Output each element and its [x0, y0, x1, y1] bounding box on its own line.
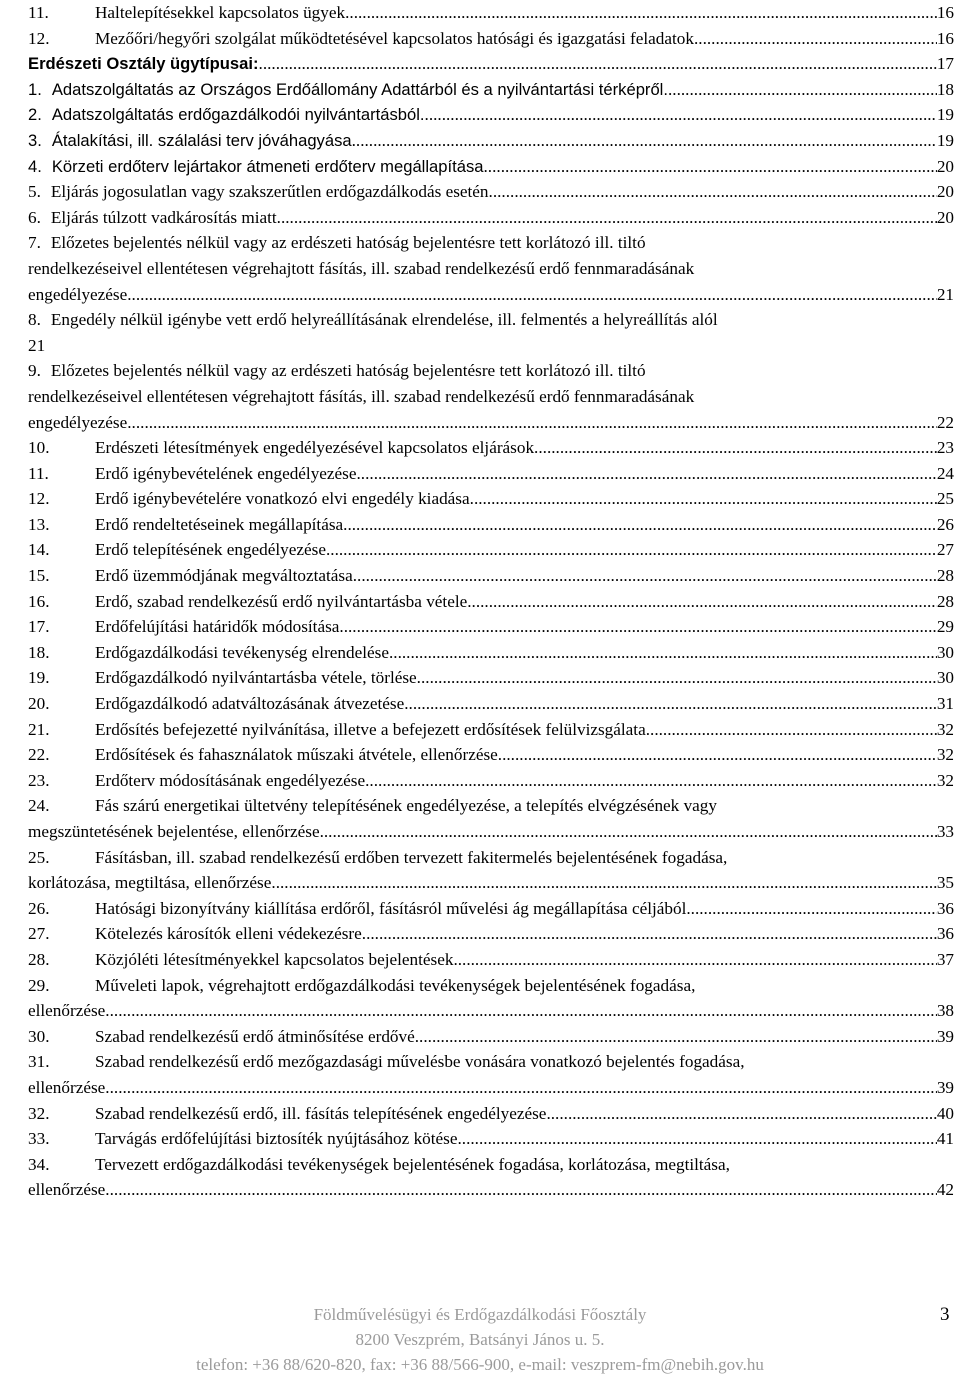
toc-page-number: 19: [936, 130, 954, 150]
toc-entry: [28, 921, 954, 947]
toc-heading-text: Erdészeti Osztály ügytípusai:: [28, 54, 259, 74]
toc-entry-title: Erdő telepítésének engedélyezése: [95, 540, 326, 560]
toc-page-number: 32: [936, 770, 954, 790]
toc-page-number: 24: [936, 463, 954, 483]
toc-entry: [28, 154, 954, 180]
toc-page-number: 42: [936, 1180, 954, 1200]
toc-entry: [28, 26, 954, 52]
toc-entry-number: 25.: [28, 847, 50, 867]
toc-leader-dots: [271, 870, 936, 896]
toc-leader-dots: [353, 563, 937, 589]
toc-leader-dots: [352, 128, 937, 154]
toc-entry: [28, 486, 954, 512]
toc-entry-title: Körzeti erdőterv lejártakor átmeneti erdőterv megállapítása: [51, 156, 484, 176]
toc-entry-title: Erdőgazdálkodási tevékenység elrendelése: [95, 642, 389, 662]
toc-leader-dots: [105, 1177, 937, 1203]
toc-entry-number: 11.: [28, 463, 49, 483]
toc-entry: [28, 563, 954, 589]
toc-page-number: 17: [936, 54, 954, 74]
page-number: 3: [940, 1304, 950, 1325]
toc-entry-number: 27.: [28, 924, 50, 944]
toc-entry-title: Erdő, szabad rendelkezésű erdő nyilvántartásba vétele: [95, 591, 468, 611]
toc-entry: [28, 896, 954, 922]
toc-entry: [28, 1049, 954, 1100]
toc-entry-number: 28.: [28, 949, 50, 969]
toc-entry-title: Erdőterv módosításának engedélyezése: [95, 770, 366, 790]
toc-entry-number: 11.: [28, 3, 49, 22]
toc-entry-line: [28, 870, 954, 896]
toc-entry-title: Erdő igénybevételének engedélyezése: [95, 463, 357, 483]
toc-entry: [28, 0, 954, 26]
toc-page-number: 16: [936, 3, 954, 22]
toc-leader-dots: [365, 768, 937, 794]
toc-entry-line: [28, 26, 954, 52]
toc-leader-dots: [343, 512, 937, 538]
toc-entry-title-end: ellenőrzése: [28, 1077, 106, 1097]
toc-leader-dots: [357, 461, 937, 487]
toc-entry-title: Szabad rendelkezésű erdő, ill. fásítás telepítésének engedélyezése: [95, 1103, 547, 1123]
toc-page-number: 30: [936, 642, 954, 662]
toc-entry-line: [28, 1152, 954, 1178]
toc-entry-title: Adatszolgáltatás erdőgazdálkodói nyilvántartásból.: [51, 105, 425, 125]
toc-entry-line: [28, 537, 954, 563]
toc-entry-line: [28, 205, 954, 231]
footer-department: Földművelésügyi és Erdőgazdálkodási Főosztály: [313, 1305, 647, 1324]
toc-page-number: 35: [936, 873, 954, 893]
toc-entry-number: 1.: [28, 79, 42, 99]
toc-page-number: 22: [936, 412, 954, 432]
toc-entry-line: [28, 665, 954, 691]
toc-page-number: 28: [936, 566, 954, 586]
toc-entry-title-end: engedélyezése: [28, 284, 128, 304]
toc-entry-line: [28, 1177, 954, 1203]
toc-entry: [28, 1126, 954, 1152]
toc-entry-line: [28, 1024, 954, 1050]
toc-leader-dots: [127, 410, 937, 436]
toc-leader-dots: [489, 179, 937, 205]
toc-entry: [28, 128, 954, 154]
toc-entry-number: 32.: [28, 1103, 50, 1123]
toc-entry: [28, 640, 954, 666]
toc-leader-dots: [534, 435, 937, 461]
toc-page-number: 33: [936, 822, 954, 841]
toc-entry-line: [28, 819, 954, 845]
toc-entry-line: [28, 1101, 954, 1127]
toc-entry-line: [28, 230, 954, 256]
toc-entry-line: [28, 947, 954, 973]
toc-entry-line: [28, 512, 954, 538]
toc-entry-line: [28, 614, 954, 640]
toc-entry: [28, 589, 954, 615]
toc-entry-number: 22.: [28, 745, 50, 765]
toc-entry-line: [28, 717, 954, 743]
toc-leader-dots: [105, 1075, 937, 1101]
footer-contact: telefon: +36 88/620-820, fax: +36 88/566-900, e-mail: veszprem-fm@nebih.gov.hu: [196, 1355, 764, 1374]
toc-entry-line: [28, 77, 954, 103]
toc-entry-continuation: rendelkezéseivel ellentétesen végrehajtott fásítás, ill. szabad rendelkezésű erdő fennmaradásának: [28, 386, 695, 406]
toc-entry: [28, 717, 954, 743]
toc-entry-title: Kötelezés károsítók elleni védekezésre: [95, 924, 362, 944]
toc-entry-line: [28, 358, 954, 384]
toc-entry-title-end: ellenőrzése: [28, 1180, 106, 1200]
toc-entry-title: Szabad rendelkezésű erdő átminősítése erdővé: [95, 1026, 415, 1046]
toc-entry-continuation: 21: [28, 335, 46, 355]
toc-leader-dots: [421, 665, 937, 691]
toc-entry: [28, 1152, 954, 1203]
toc-entry-number: 12.: [28, 28, 50, 48]
toc-entry-title: Adatszolgáltatás az Országos Erdőállomány Adattárból és a nyilvántartási térképről.: [51, 79, 668, 99]
toc-entry-number: 21.: [28, 719, 50, 739]
toc-entry-line: [28, 691, 954, 717]
toc-entry: [28, 793, 954, 844]
toc-page-number: 20: [936, 156, 954, 176]
page-footer: [0, 1302, 960, 1377]
toc-entry: [28, 973, 954, 1024]
toc-entry: [28, 461, 954, 487]
toc-entry-title: Erdő igénybevételére vonatkozó elvi engedély kiadása: [95, 489, 470, 509]
toc-entry-number: 9.: [28, 361, 41, 381]
toc-entry: [28, 307, 954, 358]
toc-leader-dots: [404, 691, 937, 717]
toc-entry-number: 8.: [28, 310, 41, 330]
toc-entry-title: Fásításban, ill. szabad rendelkezésű erdőben tervezett fakitermelés bejelentésének fogadása,: [95, 847, 728, 867]
toc-entry-title: Erdő üzemmódjának megváltoztatása: [95, 566, 353, 586]
toc-leader-dots: [457, 1126, 936, 1152]
toc-page-number: 29: [936, 617, 954, 637]
toc-entry-number: 6.: [28, 207, 41, 227]
toc-entry-number: 16.: [28, 591, 50, 611]
toc-leader-dots: [339, 614, 936, 640]
toc-page-number: 41: [936, 1129, 954, 1149]
toc-page-number: 36: [936, 924, 954, 944]
toc-entry-line: [28, 435, 954, 461]
toc-entry-title: Erdősítések és fahasználatok műszaki átvétele, ellenőrzése.: [95, 745, 503, 765]
toc-entry-line: [28, 410, 954, 436]
toc-entry-title: Közjóléti létesítményekkel kapcsolatos bejelentések: [95, 949, 454, 969]
toc-entry: [28, 102, 954, 128]
toc-leader-dots: [105, 998, 937, 1024]
toc-entry: [28, 691, 954, 717]
toc-leader-dots: [277, 205, 937, 231]
toc-section-heading: [28, 51, 954, 77]
toc-entry-continuation: rendelkezéseivel ellentétesen végrehajtott fásítás, ill. szabad rendelkezésű erdő fennmaradásának: [28, 258, 695, 278]
toc-entry-number: 29.: [28, 975, 50, 995]
toc-page-number: 20: [936, 207, 954, 227]
toc-page-number: 21: [936, 284, 954, 304]
toc-leader-dots: [686, 896, 936, 922]
toc-entry-title: Eljárás túlzott vadkárosítás miatt: [50, 207, 277, 227]
toc-entry: [28, 537, 954, 563]
toc-leader-dots: [259, 51, 937, 77]
toc-entry-title-end: ellenőrzése: [28, 1001, 106, 1021]
toc-page-number: 32: [936, 745, 954, 765]
toc-page-number: 20: [936, 182, 954, 202]
toc-page-number: 40: [936, 1103, 954, 1123]
table-of-contents: [28, 0, 954, 1203]
toc-entry-number: 13.: [28, 514, 50, 534]
toc-leader-dots: [326, 537, 937, 563]
toc-leader-dots: [362, 921, 937, 947]
toc-entry-number: 30.: [28, 1026, 50, 1046]
toc-entry-title: Műveleti lapok, végrehajtott erdőgazdálkodási tevékenységek bejelentésének fogadása,: [95, 975, 696, 995]
toc-entry-title: Eljárás jogosulatlan vagy szakszerűtlen erdőgazdálkodás esetén: [50, 182, 489, 202]
toc-entry-number: 17.: [28, 617, 50, 637]
toc-entry-line: [28, 307, 954, 333]
toc-entry-title-end: megszüntetésének bejelentése, ellenőrzése: [28, 822, 320, 841]
toc-entry: [28, 435, 954, 461]
toc-leader-dots: [425, 102, 937, 128]
toc-entry: [28, 77, 954, 103]
toc-entry-line: [28, 179, 954, 205]
toc-entry-line: [28, 563, 954, 589]
toc-leader-dots: [668, 77, 937, 103]
toc-page-number: 39: [936, 1077, 954, 1097]
toc-entry: [28, 768, 954, 794]
toc-leader-dots: [694, 26, 937, 52]
toc-entry: [28, 230, 954, 307]
toc-entry-number: 5.: [28, 182, 41, 202]
toc-entry-line: [28, 0, 954, 26]
toc-page-number: 38: [936, 1001, 954, 1021]
toc-entry-number: 14.: [28, 540, 50, 560]
toc-entry-line: [28, 793, 954, 819]
toc-entry-line: [28, 1126, 954, 1152]
toc-page-number: 27: [936, 540, 954, 560]
toc-entry-title: Előzetes bejelentés nélkül vagy az erdészeti hatóság bejelentésre tett korlátozó ill. tiltó: [50, 233, 646, 253]
toc-entry: [28, 179, 954, 205]
toc-entry-line: [28, 461, 954, 487]
toc-entry-title: Fás szárú energetikai ültetvény telepítésének engedélyezése, a telepítés elvégzésének vagy: [95, 796, 717, 816]
toc-entry-number: 19.: [28, 668, 50, 688]
toc-entry-number: 26.: [28, 898, 50, 918]
toc-entry-number: 34.: [28, 1154, 50, 1174]
toc-page-number: 23: [936, 438, 954, 458]
toc-page-number: 18: [936, 79, 954, 99]
toc-entry: [28, 845, 954, 896]
toc-leader-dots: [345, 0, 937, 26]
toc-entry-number: 2.: [28, 105, 42, 125]
toc-entry-line: [28, 896, 954, 922]
toc-entry-line: [28, 154, 954, 180]
toc-entry: [28, 665, 954, 691]
toc-entry-number: 15.: [28, 566, 50, 586]
toc-entry-title: Erdőfelújítási határidők módosítása: [95, 617, 340, 637]
toc-entry-line: [28, 1075, 954, 1101]
toc-entry-title: Tarvágás erdőfelújítási biztosíték nyújtásához kötése: [95, 1129, 458, 1149]
toc-entry-number: 7.: [28, 233, 41, 253]
toc-entry-number: 33.: [28, 1129, 50, 1149]
toc-page-number: 25: [936, 489, 954, 509]
toc-entry: [28, 614, 954, 640]
toc-entry-line: [28, 51, 954, 77]
toc-leader-dots: [470, 486, 937, 512]
toc-entry-line: [28, 1049, 954, 1075]
toc-entry-line: [28, 486, 954, 512]
toc-entry-title: Tervezett erdőgazdálkodási tevékenységek bejelentésének fogadása, korlátozása, megtiltása,: [95, 1154, 730, 1174]
toc-entry-line: [28, 768, 954, 794]
toc-entry-title: Erdő rendeltetéseinek megállapítása: [95, 514, 344, 534]
toc-page-number: 36: [936, 898, 954, 918]
toc-entry-line: [28, 640, 954, 666]
toc-leader-dots: [546, 1101, 936, 1127]
toc-entry-line: [28, 973, 954, 999]
toc-entry-line: [28, 742, 954, 768]
toc-entry-number: 31.: [28, 1052, 50, 1072]
toc-entry-title: Szabad rendelkezésű erdő mezőgazdasági művelésbe vonására vonatkozó bejelentés fogadása,: [95, 1052, 745, 1072]
toc-page-number: 16: [936, 28, 954, 48]
toc-page-number: 39: [936, 1026, 954, 1046]
toc-page-number: 30: [936, 668, 954, 688]
toc-leader-dots: [646, 717, 937, 743]
toc-entry-line: [28, 102, 954, 128]
toc-entry-line: [28, 921, 954, 947]
toc-entry: [28, 947, 954, 973]
toc-entry: [28, 1024, 954, 1050]
toc-entry: [28, 205, 954, 231]
toc-leader-dots: [320, 819, 937, 845]
toc-entry: [28, 742, 954, 768]
toc-entry-title: Erdészeti létesítmények engedélyezésével kapcsolatos eljárások: [95, 438, 535, 458]
toc-leader-dots: [484, 154, 937, 180]
toc-leader-dots: [502, 742, 937, 768]
toc-entry-title: Hatósági bizonyítvány kiállítása erdőről, fásításról művelési ág megállapítása céljából: [95, 898, 687, 918]
toc-page-number: 32: [936, 719, 954, 739]
toc-entry-number: 10.: [28, 438, 50, 458]
toc-entry-title: Erdősítés befejezetté nyilvánítása, illetve a befejezett erdősítések felülvizsgálata: [95, 719, 646, 739]
toc-entry-line: [28, 845, 954, 871]
toc-entry-title: Erdőgazdálkodó nyilvántartásba vétele, törlése.: [95, 668, 421, 688]
footer-address: 8200 Veszprém, Batsányi János u. 5.: [355, 1330, 605, 1349]
toc-entry-number: 18.: [28, 642, 50, 662]
toc-leader-dots: [453, 947, 936, 973]
toc-page-number: 37: [936, 949, 954, 969]
toc-entry-number: 3.: [28, 130, 42, 150]
toc-entry-title-end: engedélyezése: [28, 412, 128, 432]
toc-entry-title: Engedély nélkül igénybe vett erdő helyreállításának elrendelése, ill. felmentés a helyreállítás alól: [50, 310, 718, 330]
toc-leader-dots: [389, 640, 937, 666]
toc-page-number: 31: [936, 694, 954, 714]
toc-entry-title: Előzetes bejelentés nélkül vagy az erdészeti hatóság bejelentésre tett korlátozó ill. tiltó: [50, 361, 646, 381]
toc-page-number: 28: [936, 591, 954, 611]
toc-entry-number: 23.: [28, 770, 50, 790]
toc-entry-title: Mezőőri/hegyőri szolgálat működtetésével kapcsolatos hatósági és igazgatási feladatok: [95, 28, 694, 48]
toc-entry-title: Átalakítási, ill. szálalási terv jóváhagyása: [51, 130, 352, 150]
toc-leader-dots: [415, 1024, 937, 1050]
toc-leader-dots: [467, 589, 937, 615]
toc-entry-number: 20.: [28, 694, 50, 714]
toc-entry-number: 4.: [28, 156, 42, 176]
toc-entry-title-end: korlátozása, megtiltása, ellenőrzése: [28, 873, 272, 893]
toc-entry: [28, 358, 954, 435]
toc-entry-line: [28, 589, 954, 615]
toc-entry-title: Haltelepítésekkel kapcsolatos ügyek: [95, 3, 346, 22]
toc-leader-dots: [127, 282, 937, 308]
toc-entry-line: [28, 282, 954, 308]
toc-page-number: 19: [936, 105, 954, 125]
toc-entry-line: [28, 128, 954, 154]
toc-entry-line: [28, 998, 954, 1024]
toc-page-number: 26: [936, 514, 954, 534]
toc-entry-number: 24.: [28, 796, 50, 816]
toc-entry-title: Erdőgazdálkodó adatváltozásának átvezetése: [95, 694, 405, 714]
toc-entry: [28, 1101, 954, 1127]
toc-entry-number: 12.: [28, 489, 50, 509]
toc-entry: [28, 512, 954, 538]
